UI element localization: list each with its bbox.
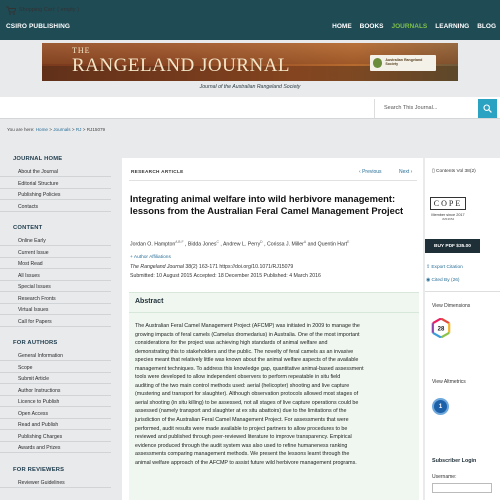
article-title: Integrating animal welfare into wild herbivore management: lessons from the Australian Feral Camel Management Project <box>130 193 404 216</box>
sidebar-item-submit-article[interactable]: Submit Article <box>0 373 111 384</box>
cope-membership-badge[interactable] <box>425 193 471 231</box>
breadcrumb-separator: > <box>70 127 76 132</box>
abstract-line: aerial shooting (in situ killing) to be assessed, not all stages of live capture operations could be <box>135 399 359 406</box>
subscriber-login-heading: Subscriber Login <box>432 458 477 464</box>
journal-banner[interactable] <box>42 43 458 81</box>
previous-label: Previous <box>362 169 382 175</box>
article-citation <box>130 264 293 270</box>
top-nav-item-books[interactable]: BOOKS <box>359 23 384 30</box>
sidebar-item-scope[interactable]: Scope <box>0 362 111 373</box>
author-name[interactable]: Quentin Hart <box>317 241 348 248</box>
top-nav-item-journals[interactable]: JOURNALS <box>391 23 428 30</box>
breadcrumb-item[interactable]: Home <box>35 127 48 132</box>
sidebar-item-all-issues[interactable]: All Issues <box>0 270 111 281</box>
top-navigation-bar <box>0 0 500 40</box>
document-icon: ▯ <box>432 169 436 174</box>
journal-title-main: RANGELAND JOURNAL <box>72 55 291 76</box>
abstract-line: (mustering and transport for slaughter). Although observation protocols allowed most stages of <box>135 391 359 398</box>
abstract-line: assessed (namely transport and slaughter at ex situ abattoirs) due to the limitations of the <box>135 408 347 415</box>
breadcrumb-item: RJ15079 <box>86 127 106 132</box>
contents-volume-link[interactable] <box>432 169 476 174</box>
journal-name: The Rangeland Journal <box>130 264 184 270</box>
next-label: Next <box>399 169 410 175</box>
author-affiliation-marker: D <box>260 240 263 244</box>
society-logo-text: Australian Rangeland Society <box>385 58 423 66</box>
sidebar-item-author-instructions[interactable]: Author Instructions <box>0 385 111 396</box>
breadcrumb-item[interactable]: RJ <box>75 127 82 132</box>
society-logo <box>370 55 436 71</box>
breadcrumb-separator: > <box>47 127 54 132</box>
sidebar-item-open-access[interactable]: Open Access <box>0 408 111 419</box>
sidebar-item-read-and-publish[interactable]: Read and Publish <box>0 419 111 430</box>
dimensions-badge[interactable] <box>431 318 451 338</box>
sidebar-item-special-issues[interactable]: Special Issues <box>0 281 111 292</box>
journal-title-the: THE <box>72 46 91 55</box>
citation-details[interactable]: 38(2) 163-171 https://doi.org/10.1071/RJ15079 <box>183 264 294 270</box>
top-nav-item-home[interactable]: HOME <box>332 23 352 30</box>
author-list: Jordan O. Hampton$^{A B F}$ , Bidda Jones$^C$ , Andrew L. Perry$^D$ , Corissa J. Miller$^A$ and Quentin Hart$^E$ <box>130 240 350 248</box>
sidebar-item-contacts[interactable]: Contacts <box>0 201 111 212</box>
article-type-label: RESEARCH ARTICLE <box>131 169 184 174</box>
sidebar-item-online-early[interactable]: Online Early <box>0 235 111 246</box>
abstract-line: jurisdiction of the Australian Feral Camel Management Project. For assessments that were <box>135 417 349 424</box>
sidebar-section-content[interactable]: CONTENT <box>13 225 43 231</box>
author-affiliation-marker: A B F <box>175 240 184 244</box>
shopping-cart-icon[interactable] <box>6 6 16 15</box>
sidebar-item-publishing-policies[interactable]: Publishing Policies <box>0 189 111 200</box>
breadcrumb-item[interactable]: Journals <box>53 127 71 132</box>
journal-title <box>72 47 290 75</box>
abstract-line: demonstrating this to stakeholders and the public. The novelty of feral camels as an invasive <box>135 348 354 355</box>
author-name[interactable]: Corissa J. Miller <box>266 241 304 248</box>
chevron-left-icon: ‹ <box>359 169 363 175</box>
abstract-line: performed, audit results were made available to project partners to allow procedures to be <box>135 425 348 432</box>
sidebar-item-research-fronts[interactable]: Research Fronts <box>0 293 111 304</box>
dimensions-count: 28 <box>437 326 445 333</box>
next-article-link[interactable] <box>399 169 412 175</box>
sidebar-section-journal-home[interactable]: JOURNAL HOME <box>13 156 63 162</box>
sidebar-item-call-for-papers[interactable]: Call for Papers <box>0 316 111 327</box>
sidebar-item-general-information[interactable]: General Information <box>0 350 111 361</box>
abstract-heading: Abstract <box>135 298 164 305</box>
author-name[interactable]: Bidda Jones <box>187 241 217 248</box>
author-affiliation-marker: A <box>303 240 307 244</box>
article-dates: Submitted: 10 August 2015 Accepted: 18 December 2015 Published: 4 March 2016 <box>130 273 321 279</box>
search-icon <box>483 104 492 113</box>
top-nav-menu <box>332 23 496 30</box>
author-affiliation-marker: C <box>216 240 219 244</box>
breadcrumb <box>7 127 105 132</box>
publisher-brand[interactable]: CSIRO PUBLISHING <box>6 23 71 30</box>
abstract-line: animal welfare approach of the AFCMP to assist future wild herbivore management programs. <box>135 459 357 466</box>
sidebar-item-reviewer-guidelines[interactable]: Reviewer Guidelines <box>0 477 111 488</box>
breadcrumb-separator: > <box>81 127 87 132</box>
abstract-line: growing impacts of feral camels (Camelus dromedarius) in Australia. One of the most important <box>135 331 360 338</box>
abstract-text <box>135 322 413 467</box>
sidebar-item-editorial-structure[interactable]: Editorial Structure <box>0 178 111 189</box>
contents-label: Contents Vol 38(2) <box>435 169 476 174</box>
abstract-line: The Australian Feral Camel Management Project (AFCMP) was initiated in 2009 to manage the <box>135 323 360 329</box>
view-dimensions-label: View Dimensions <box>432 303 471 309</box>
abstract-divider <box>129 312 419 313</box>
abstract-line: considerations for the project was achieving high standards of animal welfare and <box>135 340 328 347</box>
username-label: Username: <box>432 474 457 480</box>
top-nav-item-learning[interactable]: LEARNING <box>435 23 470 30</box>
view-altmetrics-label: View Altmetrics <box>432 379 466 385</box>
cited-by-label: Cited By (26) <box>431 278 460 283</box>
author-affiliations-toggle[interactable]: + Author Affiliations <box>130 255 171 260</box>
previous-article-link[interactable] <box>359 169 382 175</box>
abstract-line: auditing of the two main control methods used: aerial (helicopter) shooting and live capture <box>135 382 350 389</box>
cited-by-icon: ◉ <box>426 278 432 283</box>
sidebar-item-virtual-issues[interactable]: Virtual Issues <box>0 304 111 315</box>
username-input[interactable] <box>432 483 492 493</box>
chevron-right-icon: › <box>409 169 413 175</box>
sidebar-item-licence-to-publish[interactable]: Licence to Publish <box>0 396 111 407</box>
export-icon: ⇪ <box>426 265 432 270</box>
author-affiliation-marker: E <box>347 240 350 244</box>
cope-logo: COPE <box>430 197 466 210</box>
breadcrumb-prefix: You are here: <box>7 127 35 132</box>
sidebar-section-for-reviewers[interactable]: FOR REVIEWERS <box>13 466 65 473</box>
right-column-divider <box>425 291 500 292</box>
journal-subtitle: Journal of the Australian Rangeland Society <box>199 84 301 90</box>
sidebar-item-most-read[interactable]: Most Read <box>0 258 111 269</box>
sidebar-item-about-the-journal[interactable]: About the Journal <box>0 166 111 177</box>
society-logo-icon <box>373 58 382 68</box>
cope-member-id: JM13654 <box>441 217 455 221</box>
journal-search-input[interactable]: Search This Journal... <box>374 99 478 118</box>
buy-pdf-button[interactable]: BUY PDF $35.00 <box>425 239 480 253</box>
sidebar-item-current-issue[interactable]: Current Issue <box>0 247 111 258</box>
abstract-line: species meant that relatively little was known about the animal welfare aspects of the available <box>135 357 359 364</box>
export-citation-label: Export Citation <box>431 265 463 270</box>
author-name[interactable]: Jordan O. Hampton <box>130 241 176 248</box>
abstract-line: management techniques. To address this knowledge gap, quantitative animal-based assessment <box>135 365 364 372</box>
cited-by-link[interactable] <box>426 278 460 283</box>
abstract-line: evidence produced through the audit system was also used to refine humaneness ranking <box>135 442 348 449</box>
abstract-line: tools were developed to allow independent observers to perform repeatable in situ field <box>135 374 341 381</box>
sidebar-section-for-authors[interactable]: FOR AUTHORS <box>13 340 58 346</box>
cope-member-since: Member since 2017 <box>431 213 465 217</box>
article-header-divider <box>129 180 417 181</box>
shopping-cart-link[interactable]: Shopping Cart: ( empty ) <box>19 7 79 13</box>
sidebar-item-awards-and-prizes[interactable]: Awards and Prizes <box>0 442 111 453</box>
search-button[interactable] <box>478 99 497 118</box>
abstract-line: reviewed and published through peer-reviewed literature to improve transparency. Empirical <box>135 434 352 441</box>
author-name[interactable]: Andrew L. Perry <box>222 241 261 248</box>
sidebar-item-publishing-charges[interactable]: Publishing Charges <box>0 431 111 442</box>
abstract-line: assessments comparing management methods. We present the lessons learnt through the <box>135 451 350 458</box>
export-citation-link[interactable] <box>426 265 463 270</box>
altmetric-badge[interactable]: 1 <box>432 398 449 415</box>
top-nav-item-blog[interactable]: BLOG <box>477 23 496 30</box>
